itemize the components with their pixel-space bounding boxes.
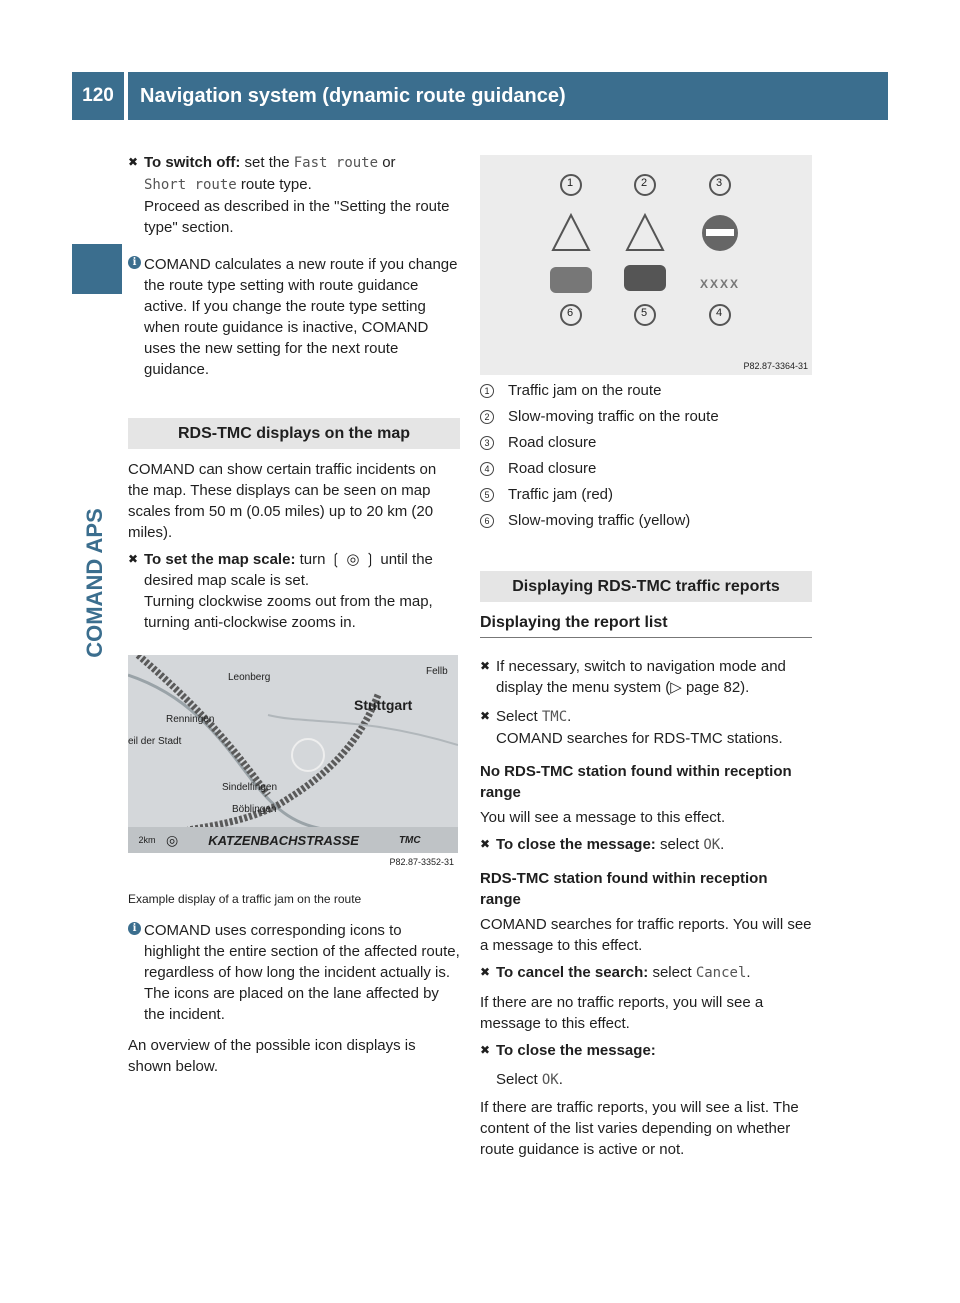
map-city-label: eil der Stadt bbox=[128, 736, 182, 747]
tmc-logo: TMC bbox=[398, 834, 421, 846]
street-name: KATZENBACHSTRASSE bbox=[208, 832, 359, 848]
compass-icon: ◎ bbox=[166, 831, 179, 848]
map-city-label: Renningen bbox=[166, 714, 215, 725]
map-scale: 2km bbox=[138, 834, 156, 845]
map-scale-step: ✖ To set the map scale: turn ❲ ◎ ❳ until the desired map scale is set. Turning clockwise zooms out from the map, turning anti-clockwise zooms in. bbox=[128, 551, 433, 631]
figure-number: 6 bbox=[567, 307, 574, 319]
map-figure bbox=[128, 655, 458, 877]
figure-number: 2 bbox=[641, 177, 648, 189]
section-heading: Displaying RDS-TMC traffic reports bbox=[480, 571, 812, 602]
fast-route-option: Fast route bbox=[293, 155, 379, 171]
page-number: 120 bbox=[72, 72, 124, 120]
info-icon: i bbox=[128, 922, 141, 935]
legend-item: 4 Road closure bbox=[480, 458, 812, 479]
step: ✖ To close the message: select OK. bbox=[480, 836, 725, 853]
info-note: i COMAND calculates a new route if you change the route type setting with route guidance active. If you change the route type setting when route guidance is inactive, COMAND uses the new setting for the next route guidance. bbox=[128, 254, 460, 380]
step: ✖ If necessary, switch to navigation mode and display the menu system (▷ page 82). bbox=[480, 658, 786, 696]
figure-ref: P82.87-3364-31 bbox=[743, 361, 808, 371]
step-arrow-icon: ✖ bbox=[480, 965, 491, 979]
overview-text: An overview of the possible icon displays is shown below. bbox=[128, 1037, 416, 1075]
left-column bbox=[128, 152, 460, 1083]
figure-number: 4 bbox=[716, 307, 723, 319]
info-icon: i bbox=[128, 256, 141, 269]
legend-item: 6 Slow-moving traffic (yellow) bbox=[480, 510, 812, 531]
step-arrow-icon: ✖ bbox=[480, 659, 491, 673]
figure-caption: Example display of a traffic jam on the route bbox=[128, 892, 362, 906]
tmc-option: TMC bbox=[541, 709, 568, 725]
step: ✖ To cancel the search: select Cancel. bbox=[480, 964, 751, 981]
step-arrow-icon: ✖ bbox=[480, 837, 491, 851]
body-text: COMAND searches for traffic reports. You will see a message to this effect. bbox=[480, 916, 812, 954]
legend-item: 1 Traffic jam on the route bbox=[480, 380, 812, 401]
map-city-label: Fellb bbox=[426, 666, 448, 677]
body-text: Select OK. bbox=[496, 1071, 563, 1088]
map-city-label: Stuttgart bbox=[354, 697, 413, 713]
ok-option: OK bbox=[541, 1072, 559, 1088]
step: ✖ Select TMC. COMAND searches for RDS-TMC stations. bbox=[480, 708, 783, 747]
figure-number: 5 bbox=[641, 307, 648, 319]
step-arrow-icon: ✖ bbox=[480, 709, 491, 723]
cancel-option: Cancel bbox=[695, 965, 747, 981]
page-title: Navigation system (dynamic route guidance) bbox=[128, 72, 888, 120]
step: ✖ To close the message: bbox=[480, 1042, 656, 1059]
sub-heading: RDS-TMC station found within reception range bbox=[480, 870, 768, 908]
step-arrow-icon: ✖ bbox=[128, 155, 139, 169]
map-status-bar bbox=[128, 827, 458, 853]
body-text: If there are traffic reports, you will see a list. The content of the list varies depending on whether route guidance is active or not. bbox=[480, 1099, 799, 1158]
knob-icon: ❲ ◎ ❳ bbox=[329, 551, 377, 568]
placeholder-text: XXXX bbox=[700, 277, 741, 291]
ok-option: OK bbox=[703, 837, 721, 853]
figure-number: 1 bbox=[567, 177, 574, 189]
info-note: i COMAND uses corresponding icons to highlight the entire section of the affected route, regardless of how long the incident actually is. The icons are placed on the lane affected by the incident. bbox=[128, 920, 460, 1025]
icons-figure bbox=[480, 155, 812, 375]
intro-text: COMAND can show certain traffic incidents on the map. These displays can be seen on map scales from 50 m (0.05 miles) up to 20 km (20 miles). bbox=[128, 461, 437, 541]
map-city-label: Böblingen bbox=[232, 804, 277, 815]
map-city-label: Leonberg bbox=[228, 672, 271, 683]
section-heading: RDS-TMC displays on the map bbox=[128, 418, 460, 449]
sub-heading: Displaying the report list bbox=[480, 612, 812, 638]
short-route-option: Short route bbox=[144, 177, 237, 193]
switch-off-step: ✖ To switch off: set the Fast route or Short route route type. Proceed as described in the "Setting the route type" section. bbox=[128, 154, 450, 236]
step-arrow-icon: ✖ bbox=[128, 552, 139, 566]
legend-item: 5 Traffic jam (red) bbox=[480, 484, 812, 505]
step-arrow-icon: ✖ bbox=[480, 1043, 491, 1057]
right-column bbox=[480, 380, 812, 1166]
sidebar-label: COMAND APS bbox=[82, 508, 107, 658]
figure-number: 3 bbox=[716, 177, 723, 189]
legend-item: 2 Slow-moving traffic on the route bbox=[480, 406, 812, 427]
figure-ref: P82.87-3352-31 bbox=[389, 857, 454, 867]
body-text: You will see a message to this effect. bbox=[480, 809, 726, 826]
sidebar-marker bbox=[72, 244, 122, 294]
legend-item: 3 Road closure bbox=[480, 432, 812, 453]
icon-legend bbox=[480, 380, 812, 531]
map-city-label: Sindelfingen bbox=[222, 782, 278, 793]
body-text: If there are no traffic reports, you will see a message to this effect. bbox=[480, 994, 764, 1032]
sub-heading: No RDS-TMC station found within reception range bbox=[480, 763, 792, 801]
